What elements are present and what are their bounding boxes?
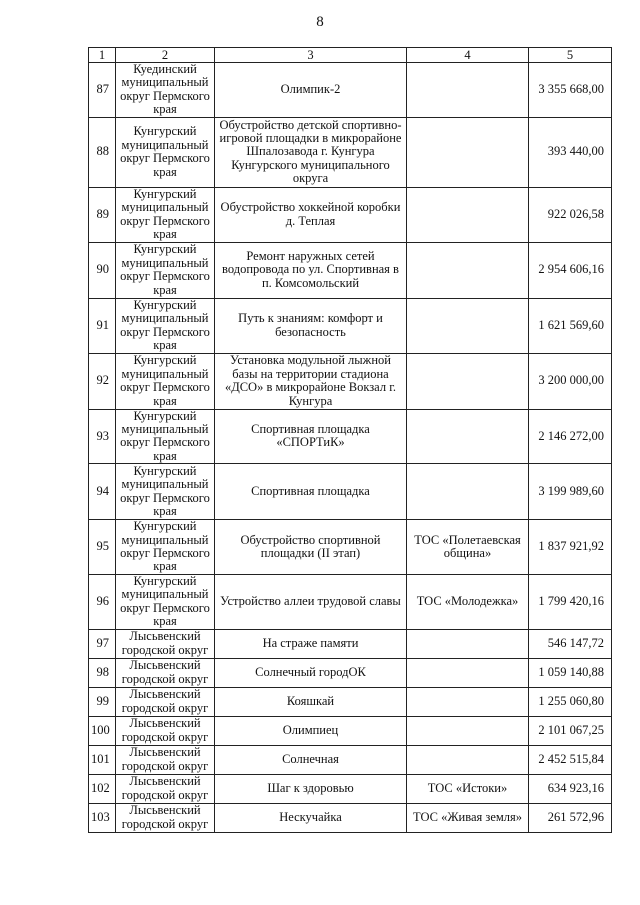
tos-cell bbox=[407, 187, 529, 242]
row-number: 95 bbox=[89, 520, 116, 575]
row-number: 96 bbox=[89, 574, 116, 629]
project-cell: Обустройство хоккейной коробки д. Теплая bbox=[215, 187, 407, 242]
page-number: 8 bbox=[316, 14, 324, 30]
tos-cell bbox=[407, 242, 529, 298]
tos-cell bbox=[407, 353, 529, 409]
row-number: 100 bbox=[89, 716, 116, 745]
amount-cell: 3 199 989,60 bbox=[529, 464, 612, 520]
column-header: 1 bbox=[89, 48, 116, 63]
municipality-cell: Кунгурский муниципальный округ Пермского края bbox=[116, 298, 215, 353]
municipality-cell: Кунгурский муниципальный округ Пермского края bbox=[116, 409, 215, 464]
row-number: 87 bbox=[89, 63, 116, 118]
column-header: 2 bbox=[116, 48, 215, 63]
project-cell: Олимпик-2 bbox=[215, 63, 407, 118]
municipality-cell: Куединский муниципальный округ Пермского края bbox=[116, 63, 215, 118]
amount-cell: 1 837 921,92 bbox=[529, 520, 612, 575]
municipality-cell: Кунгурский муниципальный округ Пермского края bbox=[116, 464, 215, 520]
project-cell: Кояшкай bbox=[215, 687, 407, 716]
amount-cell: 2 101 067,25 bbox=[529, 716, 612, 745]
row-number: 103 bbox=[89, 803, 116, 832]
project-cell: Путь к знаниям: комфорт и безопасность bbox=[215, 298, 407, 353]
table-row bbox=[89, 803, 612, 832]
amount-cell: 3 355 668,00 bbox=[529, 63, 612, 118]
table-row bbox=[89, 298, 612, 353]
row-number: 101 bbox=[89, 745, 116, 774]
table-row bbox=[89, 242, 612, 298]
amount-cell: 1 621 569,60 bbox=[529, 298, 612, 353]
table-row bbox=[89, 464, 612, 520]
project-cell: Обустройство спортивной площадки (II этап) bbox=[215, 520, 407, 575]
project-cell: Солнечный городОК bbox=[215, 658, 407, 687]
table-row bbox=[89, 687, 612, 716]
table-row bbox=[89, 187, 612, 242]
table-row bbox=[89, 117, 612, 187]
amount-cell: 1 255 060,80 bbox=[529, 687, 612, 716]
amount-cell: 634 923,16 bbox=[529, 774, 612, 803]
amount-cell: 546 147,72 bbox=[529, 629, 612, 658]
row-number: 93 bbox=[89, 409, 116, 464]
municipality-cell: Лысьвенский городской округ bbox=[116, 629, 215, 658]
project-cell: Спортивная площадка «СПОРТиК» bbox=[215, 409, 407, 464]
municipality-cell: Лысьвенский городской округ bbox=[116, 687, 215, 716]
municipality-cell: Лысьвенский городской округ bbox=[116, 745, 215, 774]
row-number: 98 bbox=[89, 658, 116, 687]
amount-cell: 3 200 000,00 bbox=[529, 353, 612, 409]
amount-cell: 261 572,96 bbox=[529, 803, 612, 832]
row-number: 97 bbox=[89, 629, 116, 658]
project-cell: Устройство аллеи трудовой славы bbox=[215, 574, 407, 629]
municipality-cell: Кунгурский муниципальный округ Пермского края bbox=[116, 353, 215, 409]
tos-cell bbox=[407, 658, 529, 687]
row-number: 102 bbox=[89, 774, 116, 803]
table-row bbox=[89, 658, 612, 687]
table-row bbox=[89, 774, 612, 803]
amount-cell: 2 954 606,16 bbox=[529, 242, 612, 298]
tos-cell bbox=[407, 63, 529, 118]
column-header: 3 bbox=[215, 48, 407, 63]
projects-table bbox=[88, 47, 612, 833]
municipality-cell: Лысьвенский городской округ bbox=[116, 716, 215, 745]
municipality-cell: Кунгурский муниципальный округ Пермского края bbox=[116, 242, 215, 298]
project-cell: Спортивная площадка bbox=[215, 464, 407, 520]
table-row bbox=[89, 745, 612, 774]
amount-cell: 393 440,00 bbox=[529, 117, 612, 187]
tos-cell: ТОС «Молодежка» bbox=[407, 574, 529, 629]
tos-cell bbox=[407, 298, 529, 353]
municipality-cell: Кунгурский муниципальный округ Пермского края bbox=[116, 117, 215, 187]
tos-cell bbox=[407, 745, 529, 774]
row-number: 99 bbox=[89, 687, 116, 716]
project-cell: Солнечная bbox=[215, 745, 407, 774]
amount-cell: 1 799 420,16 bbox=[529, 574, 612, 629]
tos-cell: ТОС «Живая земля» bbox=[407, 803, 529, 832]
table-row bbox=[89, 353, 612, 409]
row-number: 89 bbox=[89, 187, 116, 242]
column-header: 5 bbox=[529, 48, 612, 63]
amount-cell: 2 146 272,00 bbox=[529, 409, 612, 464]
header-row bbox=[89, 48, 612, 63]
table-row bbox=[89, 520, 612, 575]
tos-cell: ТОС «Истоки» bbox=[407, 774, 529, 803]
tos-cell bbox=[407, 409, 529, 464]
municipality-cell: Кунгурский муниципальный округ Пермского края bbox=[116, 187, 215, 242]
table-row bbox=[89, 629, 612, 658]
amount-cell: 2 452 515,84 bbox=[529, 745, 612, 774]
column-header: 4 bbox=[407, 48, 529, 63]
municipality-cell: Лысьвенский городской округ bbox=[116, 774, 215, 803]
tos-cell bbox=[407, 687, 529, 716]
amount-cell: 922 026,58 bbox=[529, 187, 612, 242]
project-cell: Шаг к здоровью bbox=[215, 774, 407, 803]
tos-cell: ТОС «Полетаевская община» bbox=[407, 520, 529, 575]
table-row bbox=[89, 63, 612, 118]
project-cell: На страже памяти bbox=[215, 629, 407, 658]
municipality-cell: Лысьвенский городской округ bbox=[116, 658, 215, 687]
project-cell: Ремонт наружных сетей водопровода по ул. Спортивная в п. Комсомольский bbox=[215, 242, 407, 298]
amount-cell: 1 059 140,88 bbox=[529, 658, 612, 687]
tos-cell bbox=[407, 629, 529, 658]
project-cell: Нескучайка bbox=[215, 803, 407, 832]
row-number: 94 bbox=[89, 464, 116, 520]
project-cell: Олимпиец bbox=[215, 716, 407, 745]
municipality-cell: Кунгурский муниципальный округ Пермского края bbox=[116, 520, 215, 575]
tos-cell bbox=[407, 464, 529, 520]
row-number: 91 bbox=[89, 298, 116, 353]
table-row bbox=[89, 716, 612, 745]
table-row bbox=[89, 574, 612, 629]
tos-cell bbox=[407, 117, 529, 187]
row-number: 90 bbox=[89, 242, 116, 298]
tos-cell bbox=[407, 716, 529, 745]
table-row bbox=[89, 409, 612, 464]
municipality-cell: Кунгурский муниципальный округ Пермского края bbox=[116, 574, 215, 629]
municipality-cell: Лысьвенский городской округ bbox=[116, 803, 215, 832]
project-cell: Установка модульной лыжной базы на территории стадиона «ДСО» в микрорайоне Вокзал г. Кунгура bbox=[215, 353, 407, 409]
row-number: 92 bbox=[89, 353, 116, 409]
project-cell: Обустройство детской спортивно-игровой площадки в микрорайоне Шпалозавода г. Кунгура Кунгурского муниципального округа bbox=[215, 117, 407, 187]
row-number: 88 bbox=[89, 117, 116, 187]
